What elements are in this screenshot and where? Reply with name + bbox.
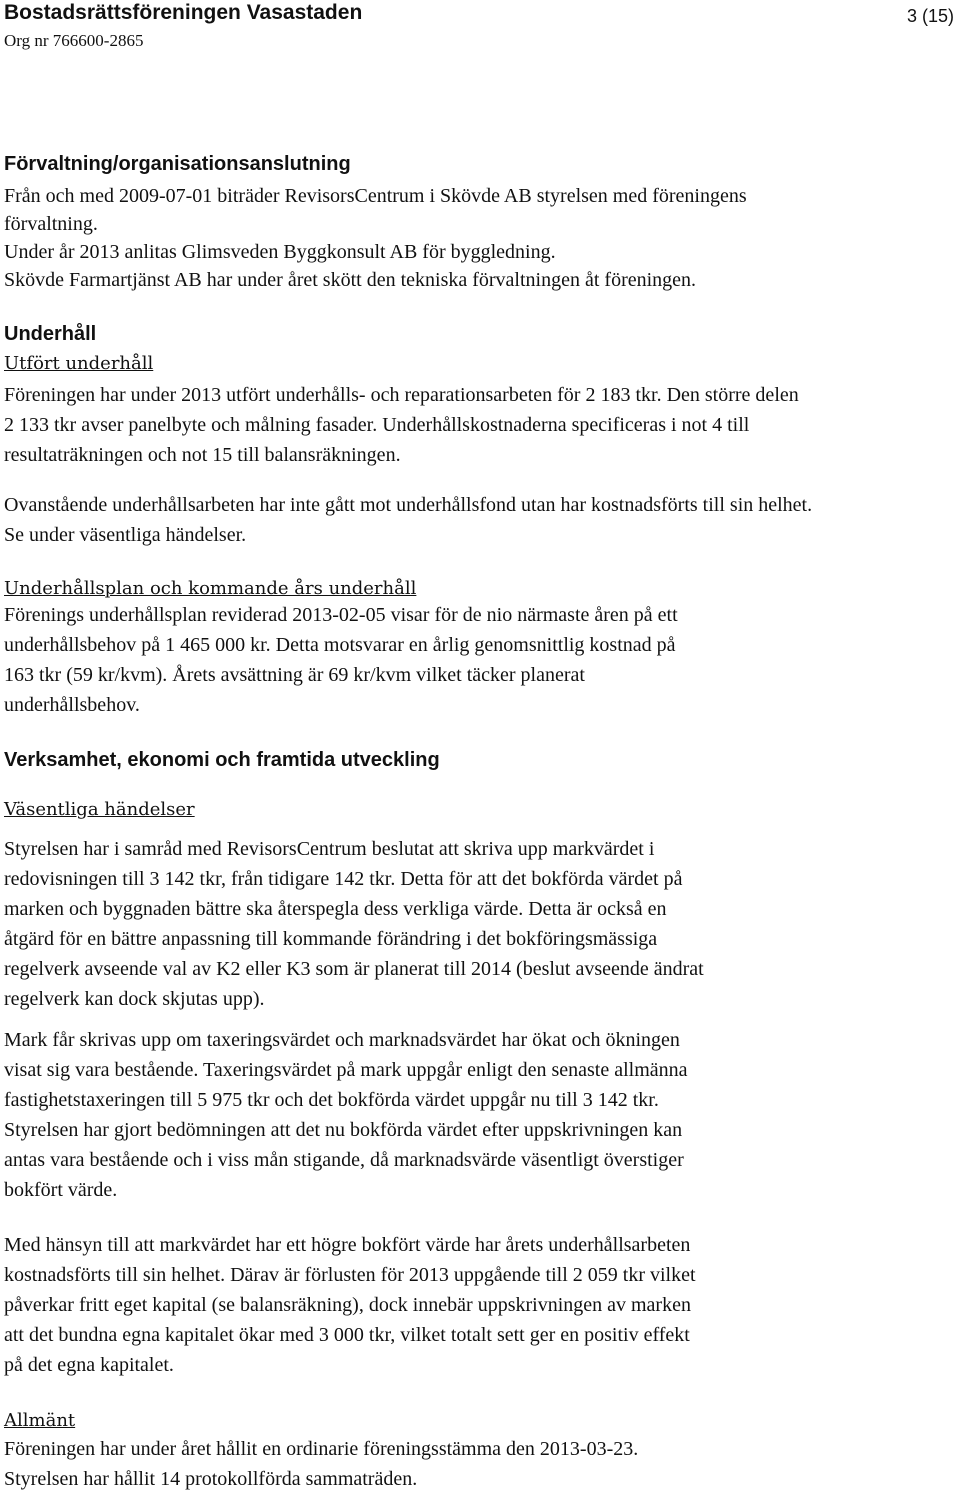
text-line: Mark får skrivas upp om taxeringsvärdet och marknadsvärdet har ökat och ökningen	[4, 1029, 680, 1051]
text-line: Styrelsen har hållit 14 protokollförda sammaträden.	[4, 1468, 418, 1490]
text-line: Se under väsentliga händelser.	[4, 524, 247, 546]
ovanstaende-text	[4, 490, 959, 550]
text-line: Skövde Farmartjänst AB har under året skött den tekniska förvaltningen åt föreningen.	[4, 269, 697, 291]
text-line: på det egna kapitalet.	[4, 1354, 174, 1376]
subheading-allmant: Allmänt	[4, 1410, 76, 1431]
text-line: Förenings underhållsplan reviderad 2013-02-05 visar för de nio närmaste åren på ett	[4, 604, 678, 626]
org-number: Org nr 766600-2865	[4, 31, 144, 50]
text-line: regelverk kan dock skjutas upp).	[4, 988, 265, 1010]
text-line: Ovanstående underhållsarbeten har inte gått mot underhållsfond utan har kostnadsförts till sin helhet.	[4, 494, 813, 516]
text-line: Från och med 2009-07-01 biträder RevisorsCentrum i Skövde AB styrelsen med föreningens	[4, 185, 747, 207]
heading-verksamhet: Verksamhet, ekonomi och framtida utveckling	[4, 749, 440, 771]
heading-forvaltning: Förvaltning/organisationsanslutning	[4, 153, 351, 175]
vasentliga-paragraph-3	[4, 1230, 959, 1380]
text-line: kostnadsförts till sin helhet. Därav är förlusten för 2013 uppgående till 2 059 tkr vilket	[4, 1264, 696, 1286]
text-line: förvaltning.	[4, 213, 98, 235]
page-number: 3 (15)	[906, 6, 954, 26]
text-line: fastighetstaxeringen till 5 975 tkr och det bokförda värdet uppgår nu till 3 142 tkr.	[4, 1089, 659, 1111]
text-line: 2 133 tkr avser panelbyte och målning fasader. Underhållskostnaderna specificeras i not 4 till	[4, 414, 750, 436]
forvaltning-text	[4, 182, 959, 294]
text-line: regelverk avseende val av K2 eller K3 som är planerat till 2014 (beslut avseende ändrat	[4, 958, 704, 980]
text-line: Styrelsen har gjort bedömningen att det nu bokförda värdet efter uppskrivningen kan	[4, 1119, 683, 1141]
subheading-underhallsplan: Underhållsplan och kommande års underhåll	[4, 578, 417, 599]
utfort-underhall-text	[4, 380, 959, 470]
text-line: Styrelsen har i samråd med RevisorsCentrum beslutat att skriva upp markvärdet i	[4, 838, 655, 860]
text-line: 163 tkr (59 kr/kvm). Årets avsättning är 69 kr/kvm vilket täcker planerat	[4, 664, 585, 686]
text-line: underhållsbehov.	[4, 694, 140, 716]
vasentliga-paragraph-1	[4, 834, 959, 1014]
association-name: Bostadsrättsföreningen Vasastaden	[4, 1, 363, 24]
vasentliga-paragraph-2	[4, 1025, 959, 1205]
subheading-vasentliga-handelser: Väsentliga händelser	[4, 799, 195, 820]
heading-underhall: Underhåll	[4, 323, 97, 345]
text-line: att det bundna egna kapitalet ökar med 3 000 tkr, vilket totalt sett ger en positiv effekt	[4, 1324, 690, 1346]
text-line: antas vara bestående och i viss mån stigande, då marknadsvärde väsentligt överstiger	[4, 1149, 684, 1171]
text-line: påverkar fritt eget kapital (se balansräkning), dock innebär uppskrivningen av marken	[4, 1294, 691, 1316]
text-line: Under år 2013 anlitas Glimsveden Byggkonsult AB för byggledning.	[4, 241, 556, 263]
text-line: redovisningen till 3 142 tkr, från tidigare 142 tkr. Detta för att det bokförda värdet på	[4, 868, 683, 890]
text-line: Föreningen har under 2013 utfört underhålls- och reparationsarbeten för 2 183 tkr. Den större delen	[4, 384, 799, 406]
text-line: Föreningen har under året hållit en ordinarie föreningsstämma den 2013-03-23.	[4, 1438, 639, 1460]
underhallsplan-text	[4, 600, 959, 720]
text-line: visat sig vara bestående. Taxeringsvärdet på mark uppgår enligt den senaste allmänna	[4, 1059, 688, 1081]
subheading-utfort-underhall: Utfört underhåll	[4, 353, 154, 374]
text-line: åtgärd för en bättre anpassning till kommande förändring i det bokföringsmässiga	[4, 928, 658, 950]
allmant-text	[4, 1434, 959, 1494]
text-line: underhållsbehov på 1 465 000 kr. Detta motsvarar en årlig genomsnittlig kostnad på	[4, 634, 676, 656]
text-line: Med hänsyn till att markvärdet har ett högre bokfört värde har årets underhållsarbeten	[4, 1234, 691, 1256]
text-line: marken och byggnaden bättre ska återspegla dess verkliga värde. Detta är också en	[4, 898, 667, 920]
text-line: bokfört värde.	[4, 1179, 118, 1201]
text-line: resultaträkningen och not 15 till balansräkningen.	[4, 444, 401, 466]
